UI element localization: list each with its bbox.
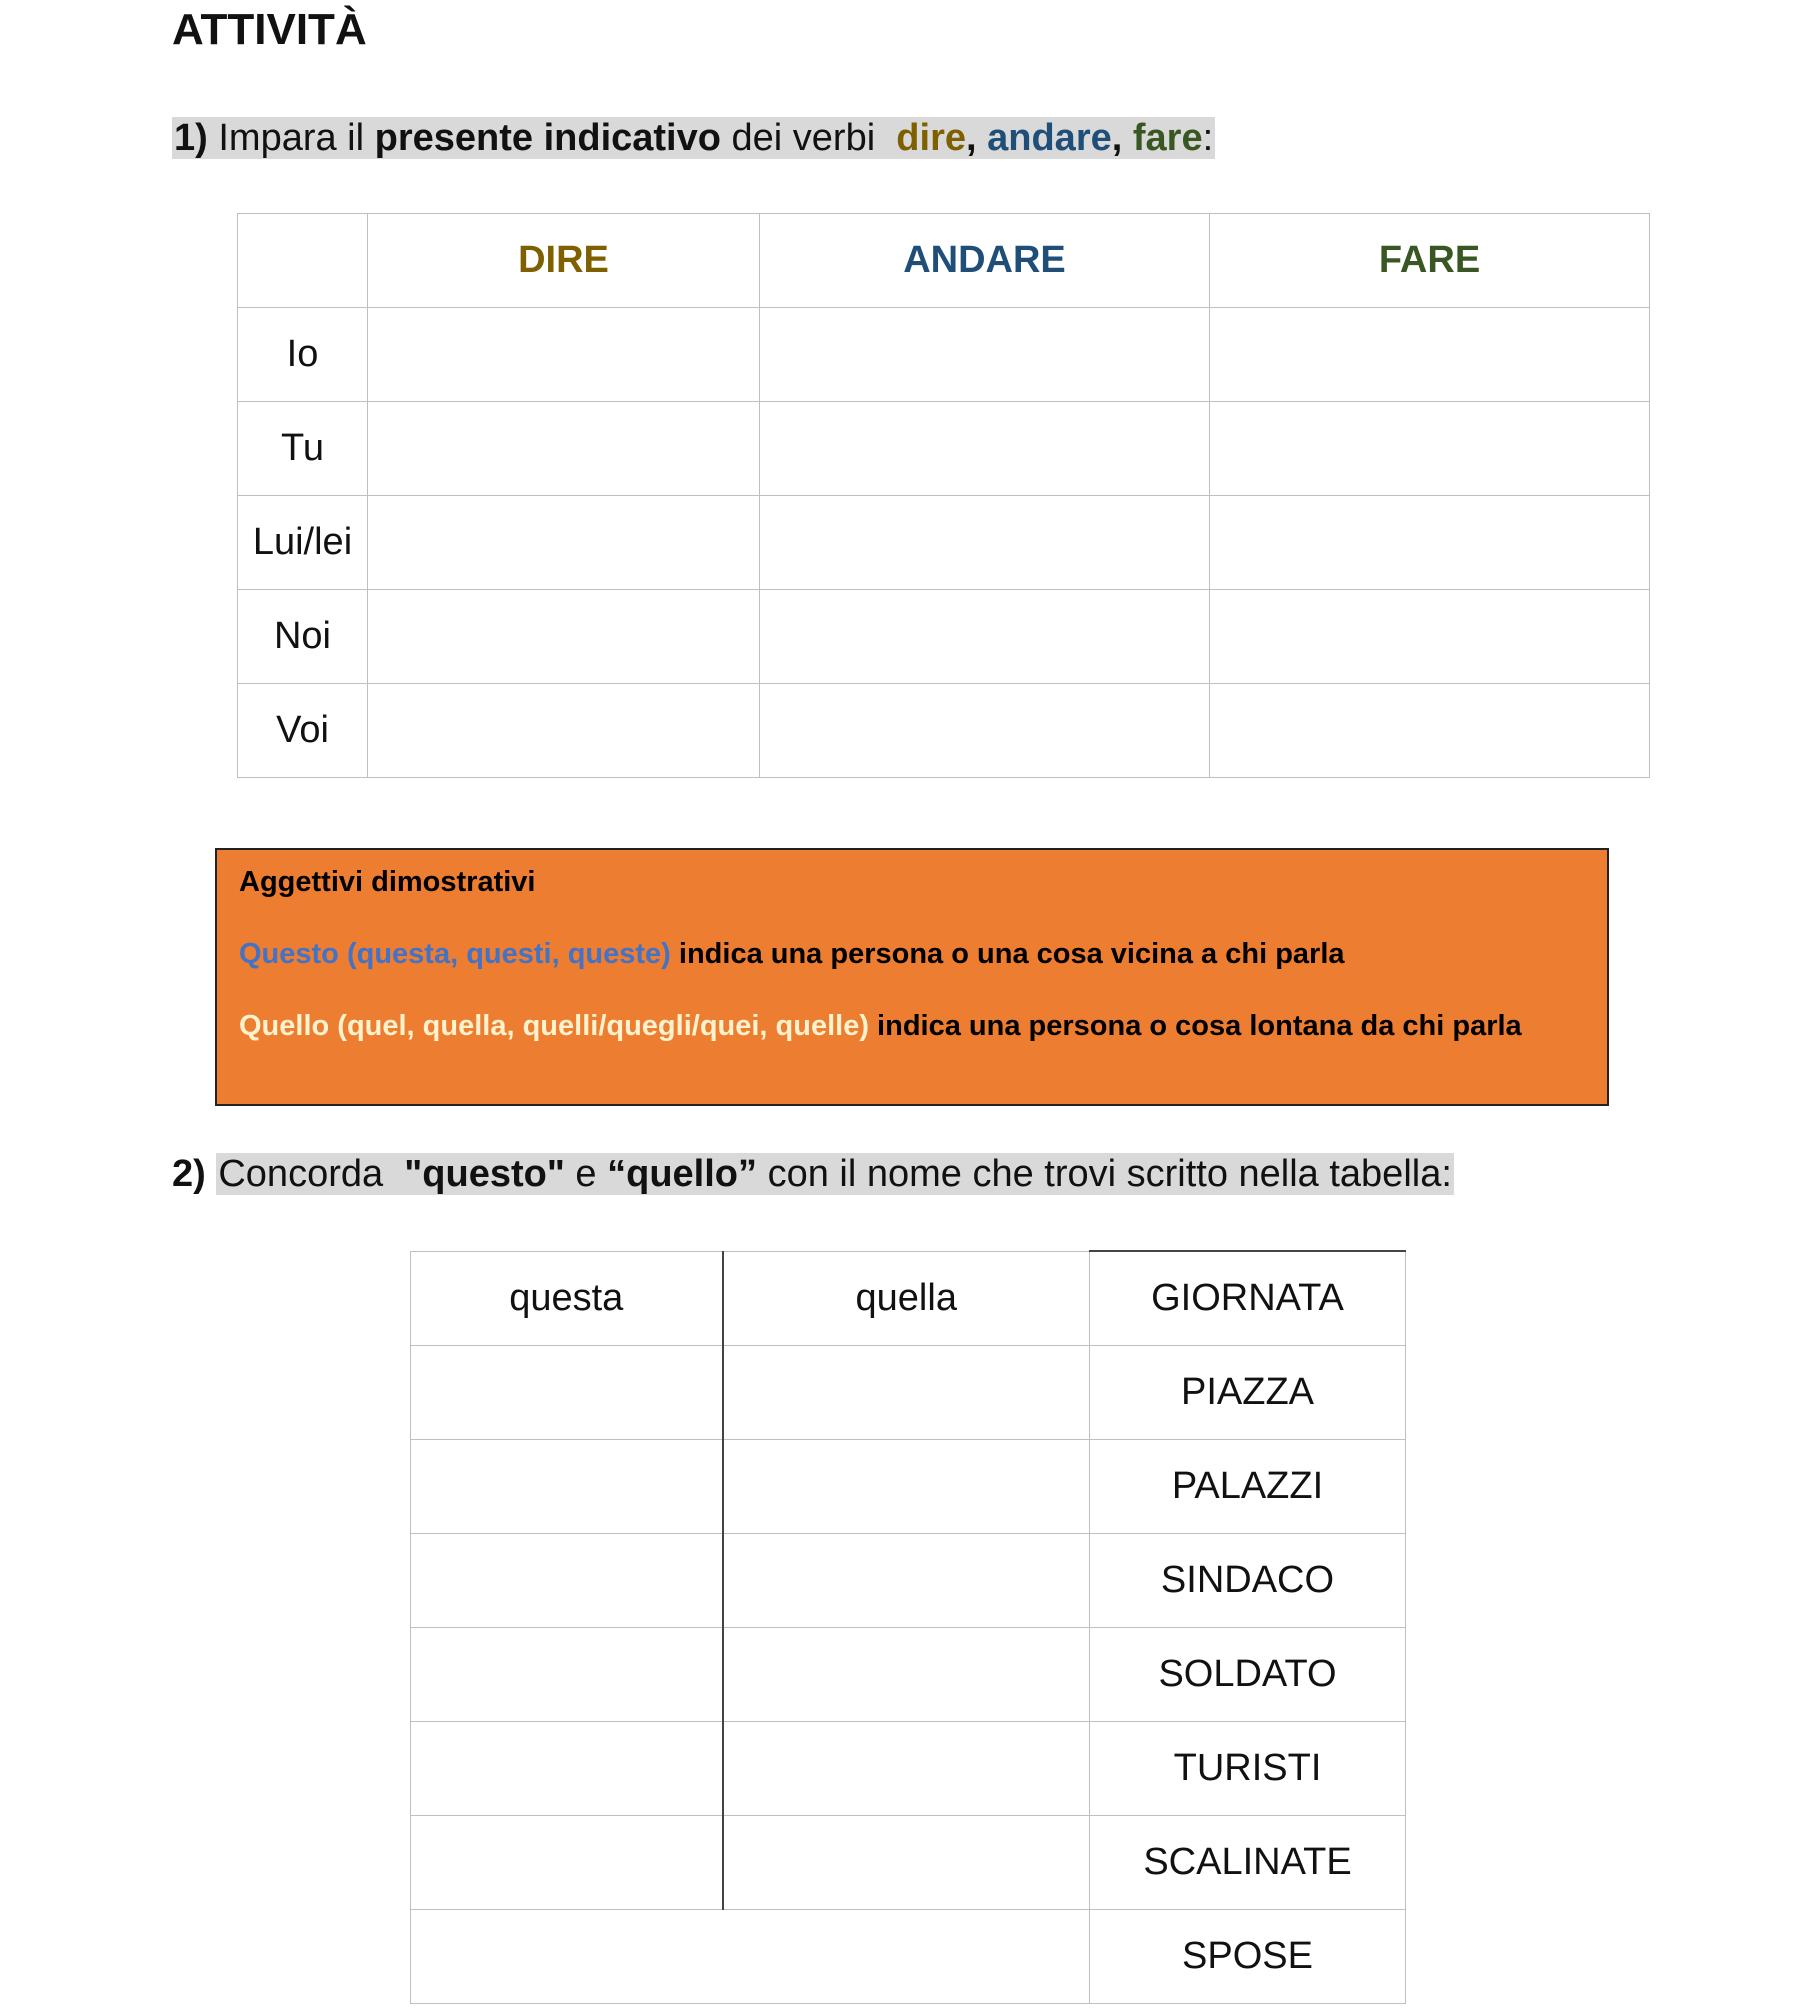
answer-cell-merged[interactable]: [411, 1910, 1090, 2004]
colon: :: [1202, 117, 1214, 159]
table-header-row: [238, 214, 1650, 308]
table-row: [238, 590, 1650, 684]
table-row: [238, 308, 1650, 402]
quello-forms: Quello (quel, quella, quelli/quegli/quei, quelle): [239, 1010, 869, 1042]
answer-cell[interactable]: [760, 402, 1210, 496]
exercise-1-instruction: [172, 112, 1215, 164]
header-fare: FARE: [1210, 214, 1650, 308]
pronoun-cell: Tu: [238, 402, 368, 496]
questo-explanation: indica una persona o una cosa vicina a chi parla: [670, 938, 1345, 970]
answer-cell[interactable]: [723, 1722, 1090, 1816]
answer-cell[interactable]: [760, 684, 1210, 778]
instruction-text: dei verbi: [731, 117, 876, 159]
pronoun-cell: Noi: [238, 590, 368, 684]
noun-cell: SINDACO: [1090, 1534, 1406, 1628]
answer-cell[interactable]: [368, 308, 760, 402]
verb-fare: fare: [1132, 117, 1203, 159]
answer-cell[interactable]: [723, 1534, 1090, 1628]
word-quello: “quello”: [607, 1153, 757, 1195]
verb-conjugation-table: [237, 213, 1650, 778]
noun-cell: PIAZZA: [1090, 1346, 1406, 1440]
header-quella: quella: [723, 1251, 1090, 1346]
instruction-text: Concorda: [218, 1153, 384, 1195]
questo-forms: Questo (questa, questi, queste): [239, 938, 671, 970]
answer-cell[interactable]: [723, 1816, 1090, 1910]
answer-cell[interactable]: [723, 1628, 1090, 1722]
table-row: [411, 1628, 1406, 1722]
noun-cell: PALAZZI: [1090, 1440, 1406, 1534]
exercise-number: 2): [172, 1153, 206, 1195]
questo-quello-table: [410, 1250, 1406, 2004]
answer-cell[interactable]: [411, 1346, 723, 1440]
table-row: [238, 496, 1650, 590]
instruction-text: Impara il: [218, 117, 365, 159]
answer-cell[interactable]: [1210, 590, 1650, 684]
table-row: [238, 402, 1650, 496]
box-line-quello: [239, 1008, 1585, 1044]
header-questa: questa: [411, 1251, 723, 1346]
verb-dire: dire: [896, 117, 966, 159]
answer-cell[interactable]: [760, 308, 1210, 402]
demonstrative-adjectives-box: [215, 848, 1609, 1106]
answer-cell[interactable]: [368, 684, 760, 778]
box-line-questo: [239, 936, 1585, 972]
quello-explanation: indica una persona o cosa lontana da chi parla: [869, 1010, 1522, 1042]
noun-cell: SPOSE: [1090, 1910, 1406, 2004]
instruction-bold: presente indicativo: [374, 117, 721, 159]
header-dire: DIRE: [368, 214, 760, 308]
verb-andare: andare: [987, 117, 1112, 159]
answer-cell[interactable]: [723, 1346, 1090, 1440]
answer-cell[interactable]: [411, 1440, 723, 1534]
table-row: [411, 1440, 1406, 1534]
exercise-number: 1): [174, 117, 208, 159]
answer-cell[interactable]: [411, 1722, 723, 1816]
answer-cell[interactable]: [760, 496, 1210, 590]
answer-cell[interactable]: [760, 590, 1210, 684]
noun-cell: SCALINATE: [1090, 1816, 1406, 1910]
answer-cell[interactable]: [411, 1628, 723, 1722]
exercise-2-instruction: [172, 1148, 1454, 1200]
instruction-text: con il nome che trovi scritto nella tabella:: [767, 1153, 1452, 1195]
table-header-row: [411, 1251, 1406, 1346]
separator: ,: [966, 117, 977, 159]
word-questo: "questo": [404, 1153, 565, 1195]
answer-cell[interactable]: [1210, 684, 1650, 778]
separator: ,: [1111, 117, 1123, 159]
header-andare: ANDARE: [760, 214, 1210, 308]
header-cell-empty: [238, 214, 368, 308]
answer-cell[interactable]: [723, 1440, 1090, 1534]
answer-cell[interactable]: [368, 590, 760, 684]
table-row: [411, 1910, 1406, 2004]
answer-cell[interactable]: [1210, 308, 1650, 402]
answer-cell[interactable]: [411, 1816, 723, 1910]
answer-cell[interactable]: [411, 1534, 723, 1628]
pronoun-cell: Io: [238, 308, 368, 402]
box-title: Aggettivi dimostrativi: [239, 866, 536, 898]
pronoun-cell: Voi: [238, 684, 368, 778]
noun-cell: GIORNATA: [1090, 1251, 1406, 1346]
noun-cell: SOLDATO: [1090, 1628, 1406, 1722]
answer-cell[interactable]: [1210, 402, 1650, 496]
noun-cell: TURISTI: [1090, 1722, 1406, 1816]
table-row: [411, 1816, 1406, 1910]
answer-cell[interactable]: [368, 496, 760, 590]
table-row: [411, 1534, 1406, 1628]
table-row: [238, 684, 1650, 778]
conjunction: e: [575, 1153, 597, 1195]
pronoun-cell: Lui/lei: [238, 496, 368, 590]
table-row: [411, 1346, 1406, 1440]
answer-cell[interactable]: [1210, 496, 1650, 590]
page-title: ATTIVITÀ: [172, 5, 367, 54]
table-row: [411, 1722, 1406, 1816]
answer-cell[interactable]: [368, 402, 760, 496]
